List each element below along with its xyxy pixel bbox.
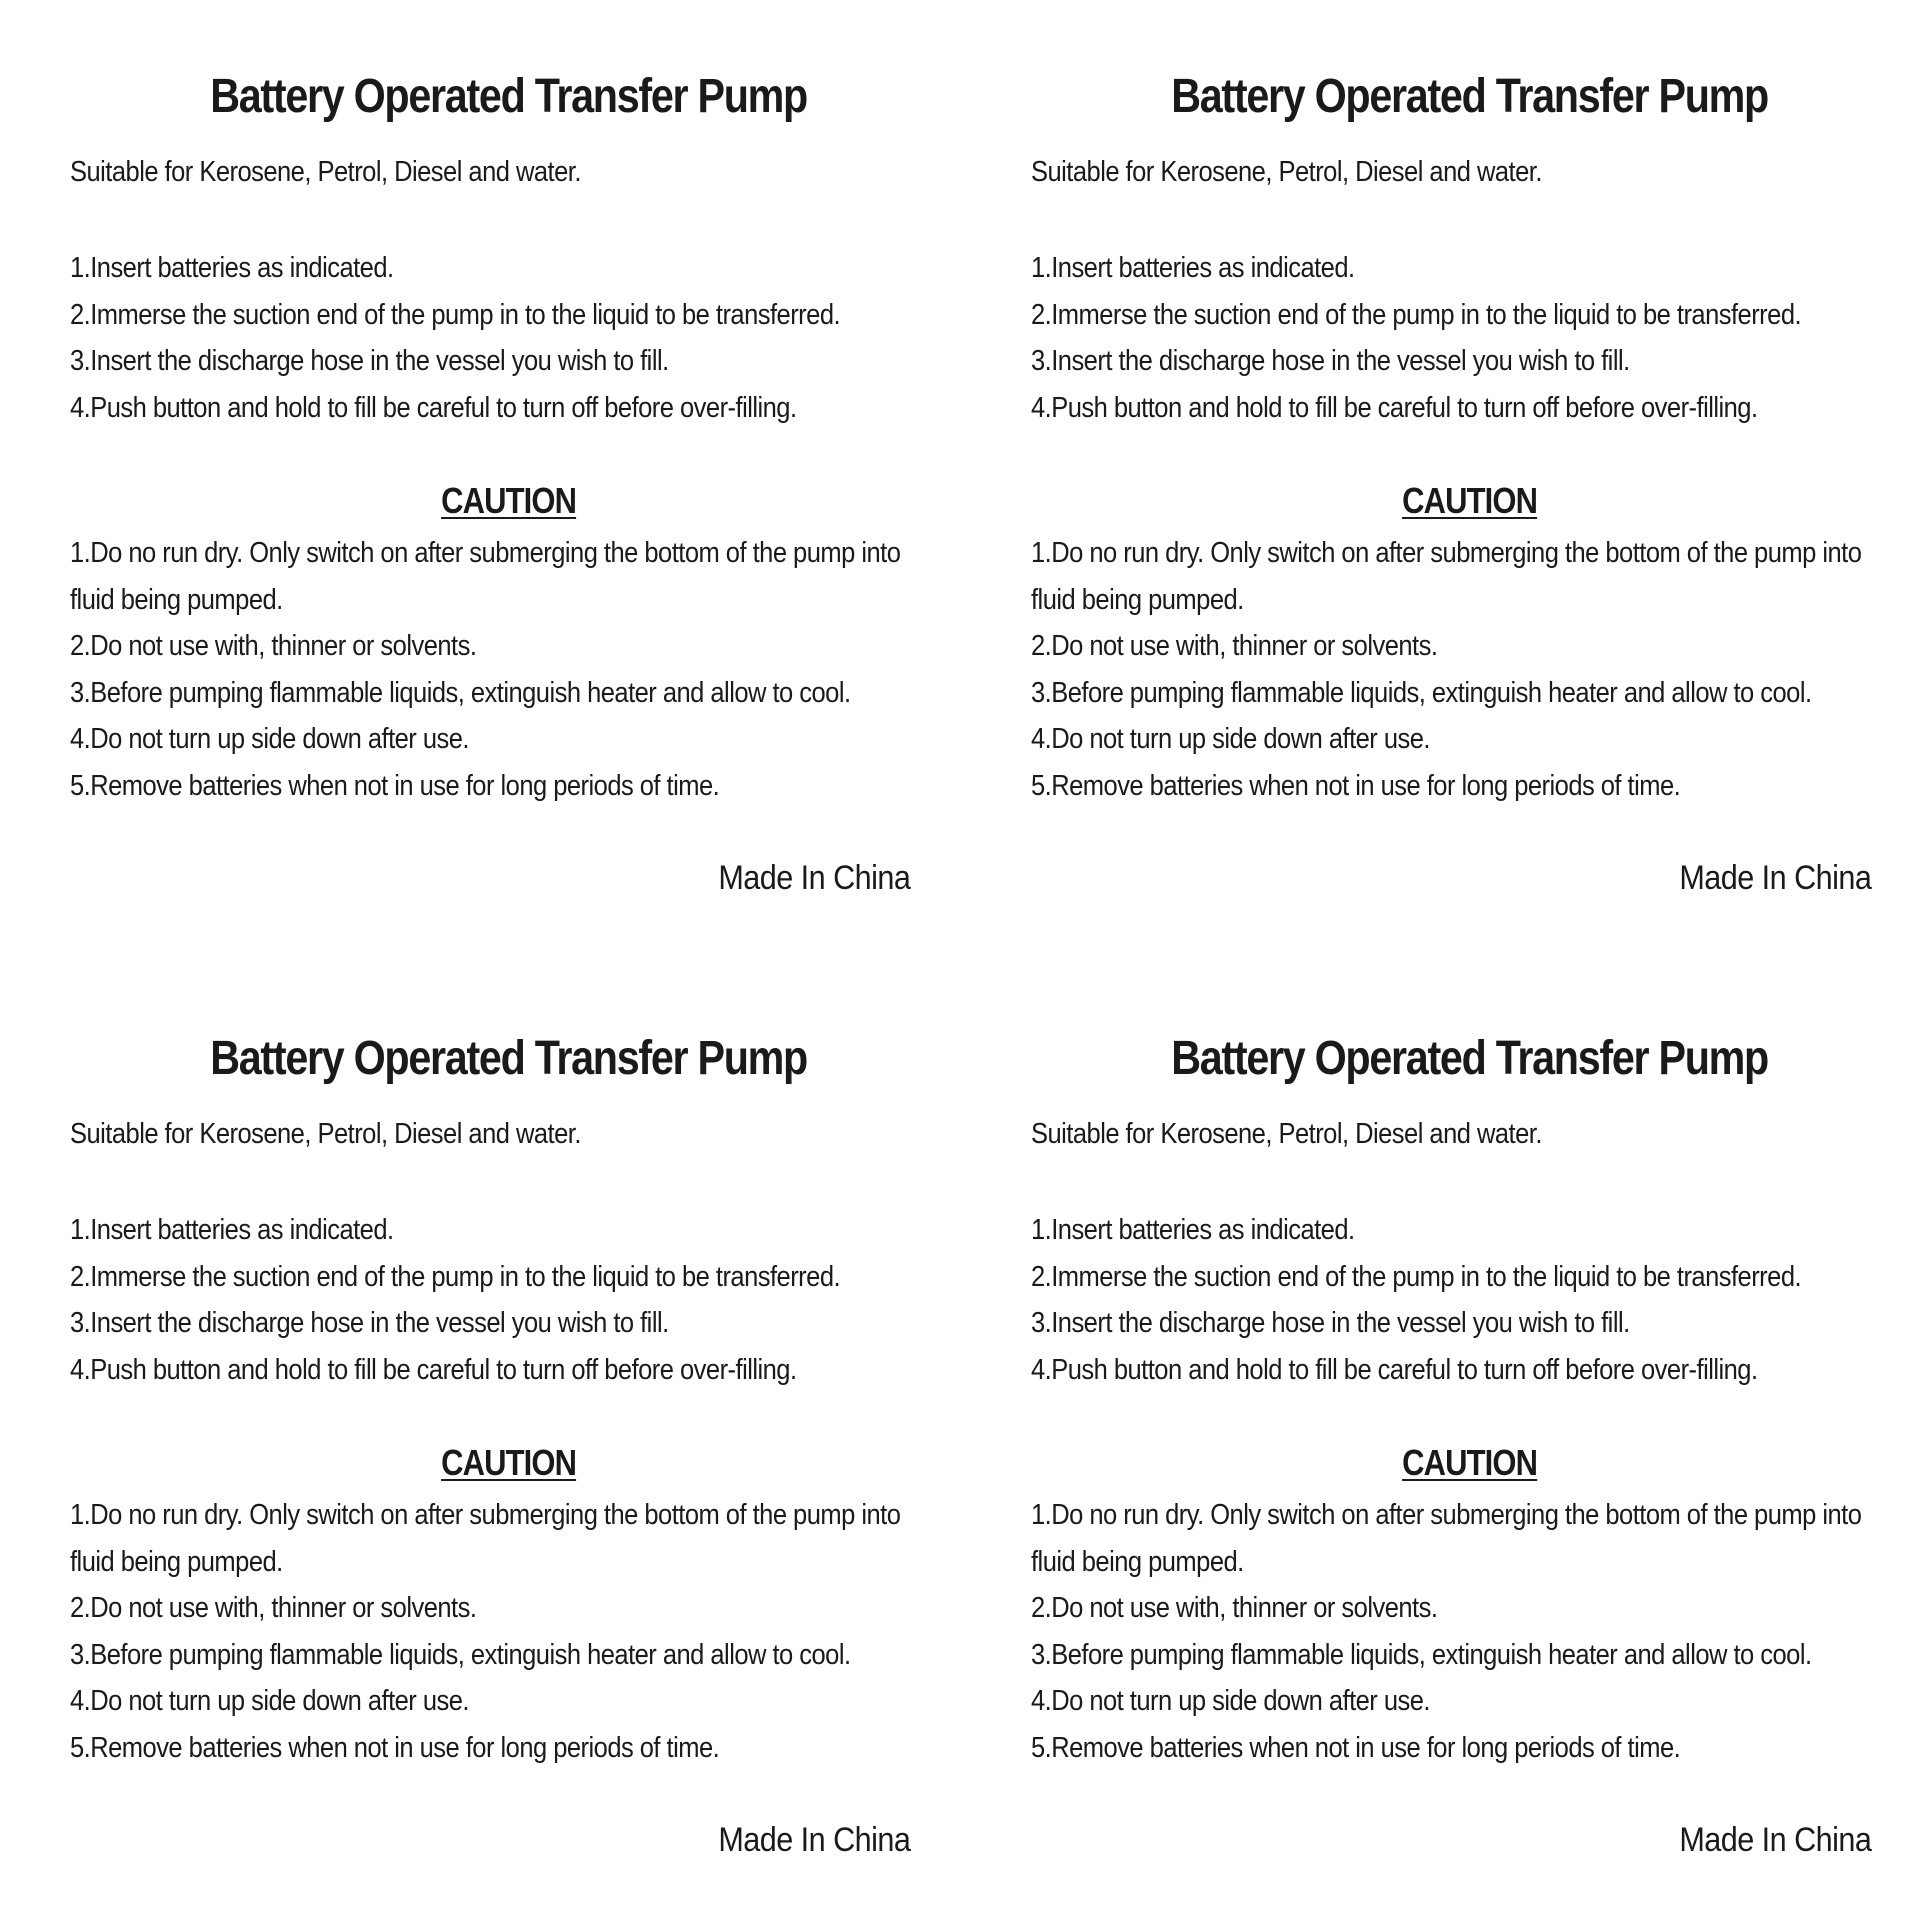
caution-item: 3.Before pumping flammable liquids, extinguish heater and allow to cool. (70, 676, 851, 709)
caution-item: 2.Do not use with, thinner or solvents. (70, 1592, 477, 1624)
caution-item: 2.Do not use with, thinner or solvents. (1031, 630, 1438, 662)
caution-list (1031, 1492, 1920, 1771)
product-label (70, 60, 970, 960)
caution-item: 5.Remove batteries when not in use for long periods of time. (1031, 1731, 1681, 1764)
caution-list (70, 1492, 1014, 1771)
caution-item: 4.Do not turn up side down after use. (1031, 1685, 1430, 1717)
caution-list (70, 530, 1014, 809)
caution-heading: CAUTION (1402, 1442, 1538, 1483)
caution-item: 5.Remove batteries when not in use for long periods of time. (70, 769, 720, 802)
instruction-step: 3.Insert the discharge hose in the vessel you wish to fill. (1031, 1307, 1630, 1339)
caution-heading: CAUTION (441, 1442, 577, 1483)
instruction-steps (70, 1207, 945, 1393)
caution-item: 3.Before pumping flammable liquids, extinguish heater and allow to cool. (1031, 1638, 1812, 1671)
made-in-text: Made In China (717, 1821, 910, 1859)
caution-item: 2.Do not use with, thinner or solvents. (1031, 1592, 1438, 1624)
caution-item: 1.Do no run dry. Only switch on after submerging the bottom of the pump into (1031, 1499, 1862, 1531)
caution-item: 5.Remove batteries when not in use for long periods of time. (70, 1731, 720, 1764)
caution-item: 4.Do not turn up side down after use. (70, 723, 469, 755)
instruction-step: 4.Push button and hold to fill be careful to turn off before over-filling. (70, 391, 797, 424)
caution-item: 3.Before pumping flammable liquids, extinguish heater and allow to cool. (70, 1638, 851, 1671)
instruction-step: 1.Insert batteries as indicated. (70, 252, 394, 284)
instruction-steps (70, 245, 945, 431)
instruction-step: 4.Push button and hold to fill be careful to turn off before over-filling. (1031, 391, 1758, 424)
caution-item: 2.Do not use with, thinner or solvents. (70, 630, 477, 662)
product-label (1031, 60, 1920, 960)
label-title: Battery Operated Transfer Pump (1171, 70, 1768, 123)
instruction-steps (1031, 245, 1906, 431)
caution-item: fluid being pumped. (70, 1545, 283, 1578)
instruction-steps (1031, 1207, 1906, 1393)
caution-item: 1.Do no run dry. Only switch on after submerging the bottom of the pump into (70, 537, 901, 569)
product-label (1031, 1022, 1920, 1922)
caution-list (1031, 530, 1920, 809)
instruction-step: 3.Insert the discharge hose in the vessel you wish to fill. (70, 1307, 669, 1339)
instruction-step: 2.Immerse the suction end of the pump in to the liquid to be transferred. (1031, 1260, 1802, 1293)
instruction-step: 2.Immerse the suction end of the pump in to the liquid to be transferred. (70, 298, 841, 331)
suitable-for-text: Suitable for Kerosene, Petrol, Diesel and water. (1031, 156, 1542, 188)
instruction-step: 1.Insert batteries as indicated. (70, 1214, 394, 1246)
caution-item: 3.Before pumping flammable liquids, extinguish heater and allow to cool. (1031, 676, 1812, 709)
caution-item: fluid being pumped. (70, 583, 283, 616)
suitable-for-text: Suitable for Kerosene, Petrol, Diesel and water. (70, 1118, 581, 1150)
caution-item: 4.Do not turn up side down after use. (70, 1685, 469, 1717)
caution-item: 1.Do no run dry. Only switch on after submerging the bottom of the pump into (70, 1499, 901, 1531)
instruction-step: 1.Insert batteries as indicated. (1031, 1214, 1355, 1246)
caution-item: 1.Do no run dry. Only switch on after submerging the bottom of the pump into (1031, 537, 1862, 569)
caution-heading: CAUTION (441, 480, 577, 521)
instruction-step: 2.Immerse the suction end of the pump in to the liquid to be transferred. (1031, 298, 1802, 331)
made-in-text: Made In China (1678, 1821, 1871, 1859)
caution-item: 4.Do not turn up side down after use. (1031, 723, 1430, 755)
instruction-step: 3.Insert the discharge hose in the vessel you wish to fill. (70, 345, 669, 377)
caution-item: 5.Remove batteries when not in use for long periods of time. (1031, 769, 1681, 802)
instruction-step: 4.Push button and hold to fill be careful to turn off before over-filling. (70, 1353, 797, 1386)
instruction-step: 1.Insert batteries as indicated. (1031, 252, 1355, 284)
label-title: Battery Operated Transfer Pump (210, 1032, 807, 1085)
instruction-step: 2.Immerse the suction end of the pump in to the liquid to be transferred. (70, 1260, 841, 1293)
made-in-text: Made In China (717, 859, 910, 897)
caution-item: fluid being pumped. (1031, 583, 1244, 616)
product-label (70, 1022, 970, 1922)
instruction-step: 3.Insert the discharge hose in the vessel you wish to fill. (1031, 345, 1630, 377)
caution-heading: CAUTION (1402, 480, 1538, 521)
caution-item: fluid being pumped. (1031, 1545, 1244, 1578)
label-title: Battery Operated Transfer Pump (210, 70, 807, 123)
suitable-for-text: Suitable for Kerosene, Petrol, Diesel and water. (70, 156, 581, 188)
suitable-for-text: Suitable for Kerosene, Petrol, Diesel and water. (1031, 1118, 1542, 1150)
made-in-text: Made In China (1678, 859, 1871, 897)
label-title: Battery Operated Transfer Pump (1171, 1032, 1768, 1085)
instruction-step: 4.Push button and hold to fill be careful to turn off before over-filling. (1031, 1353, 1758, 1386)
